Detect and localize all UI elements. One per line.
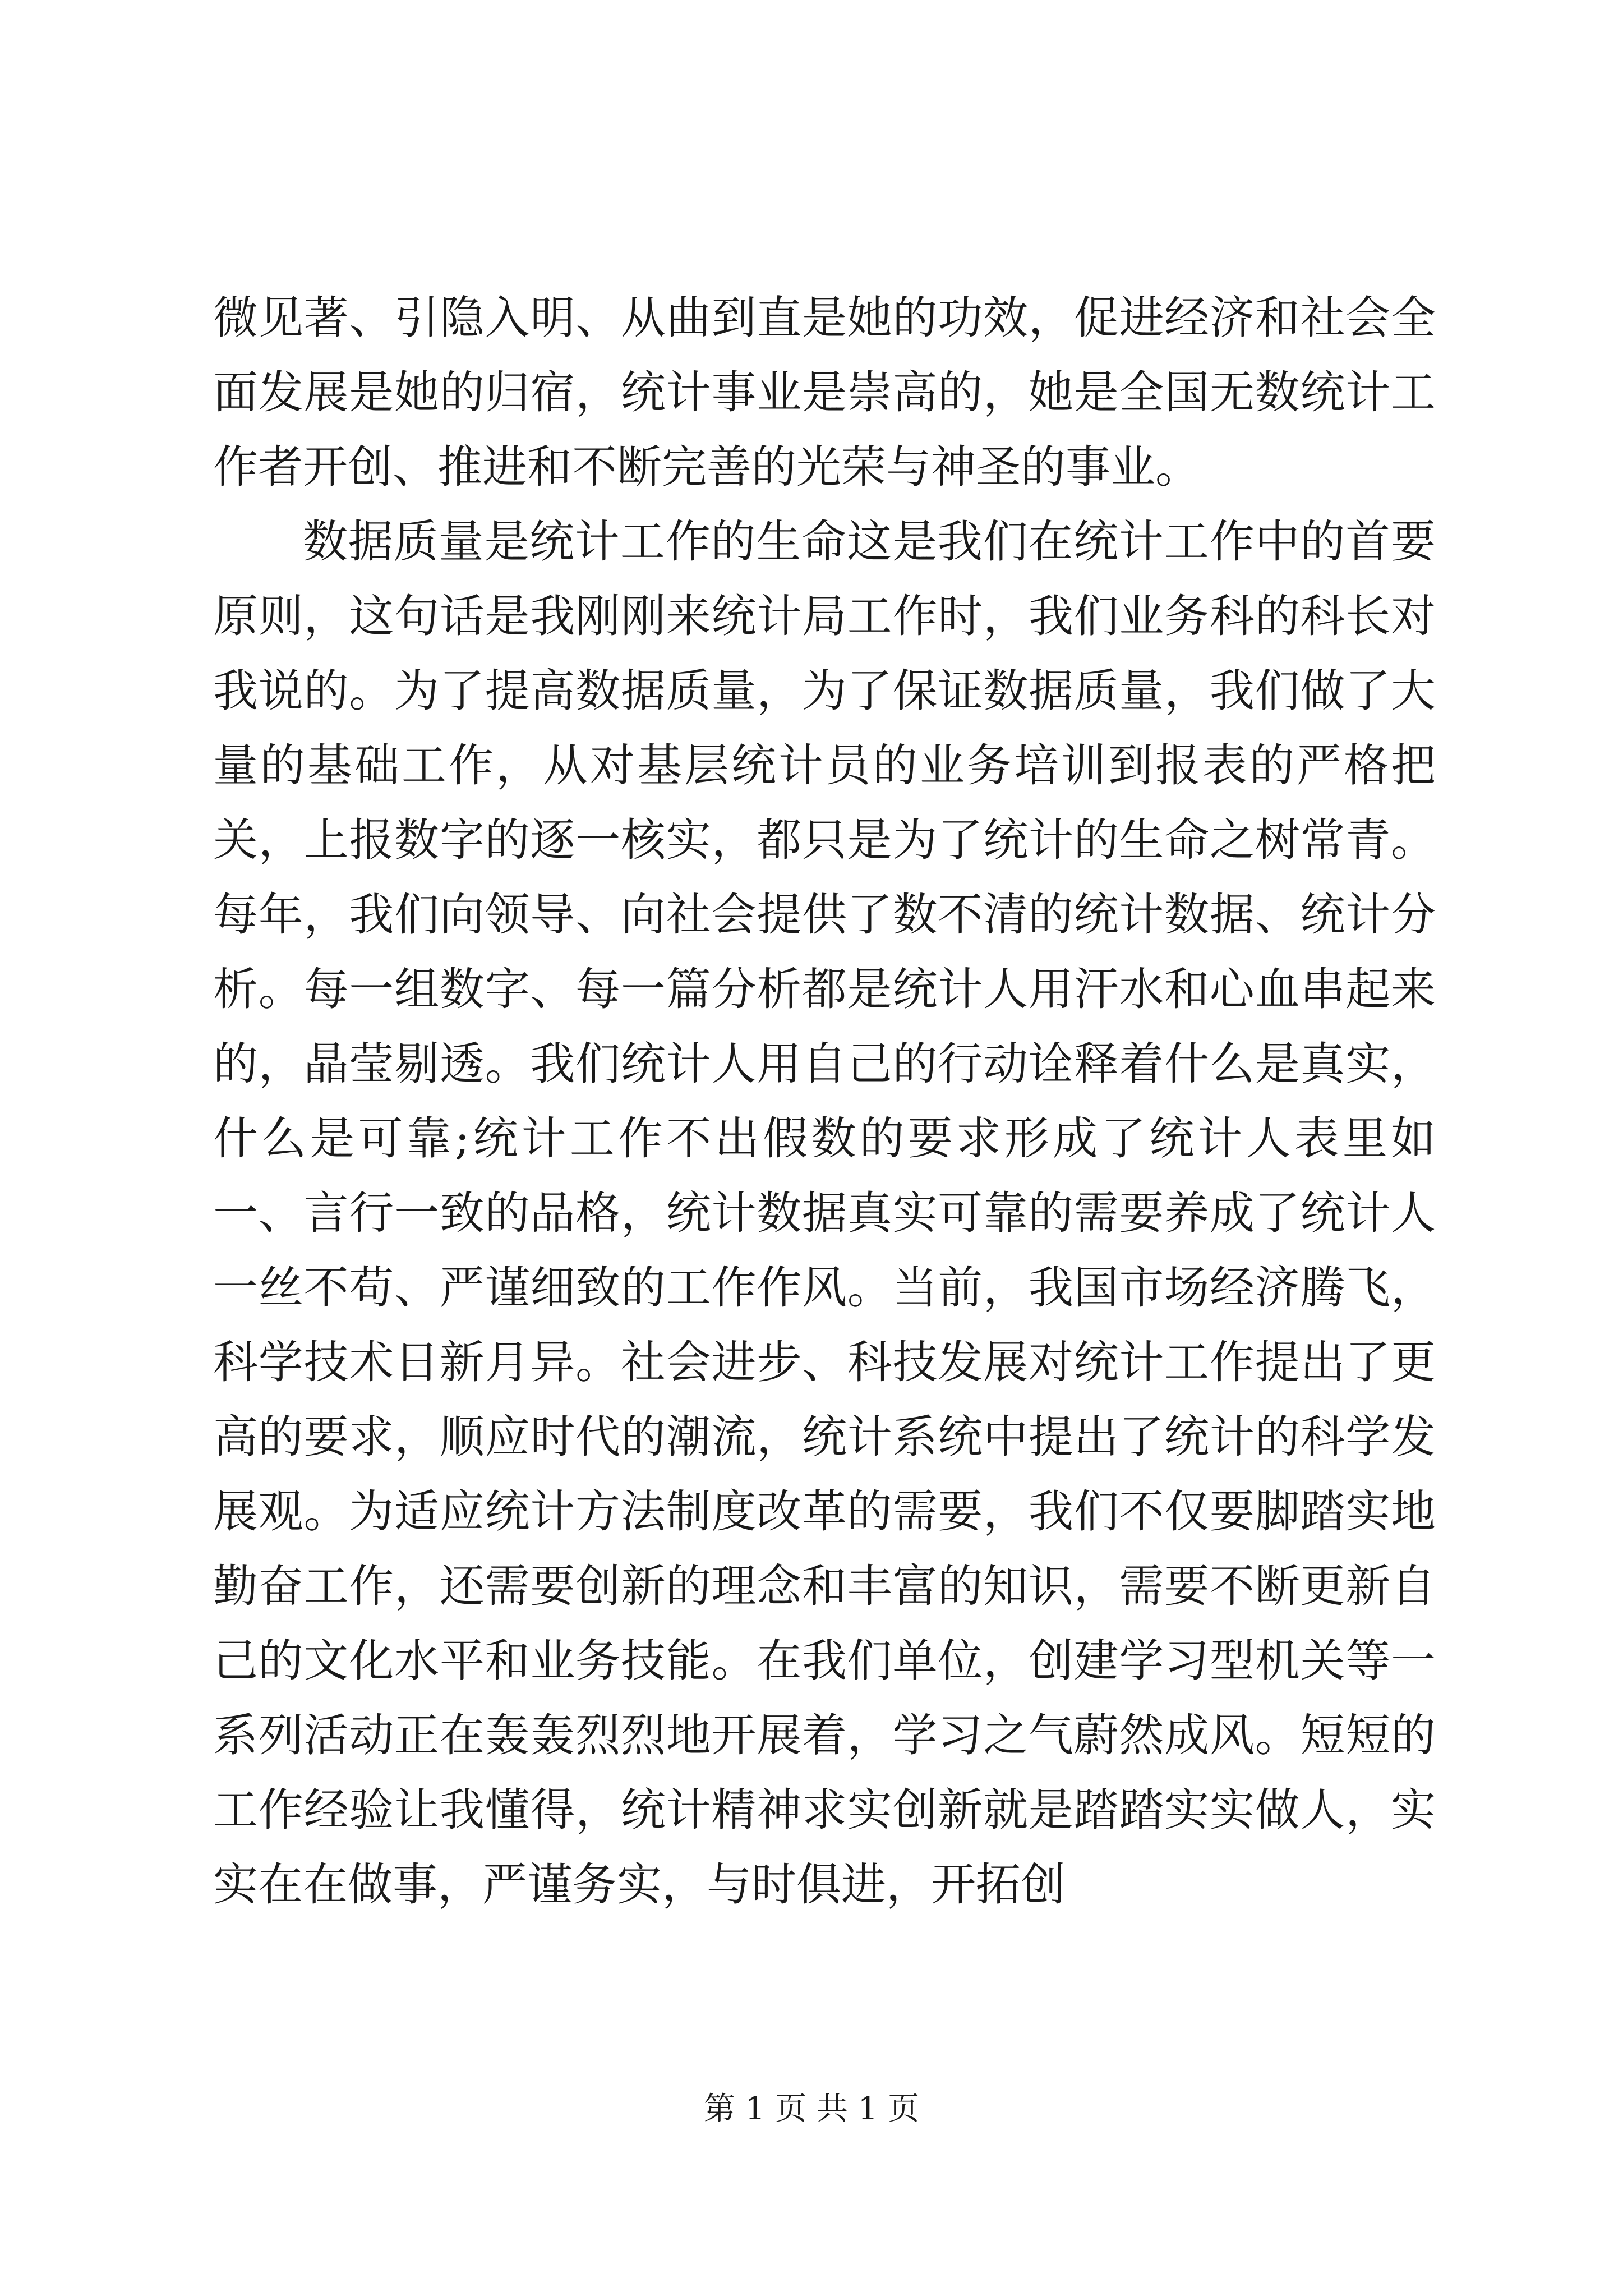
paragraph-1: 微见著、引隐入明、从曲到直是她的功效，促进经济和社会全面发展是她的归宿，统计事业是崇高的，她是全国无数统计工作者开创、推进和不断完善的光荣与神圣的事业。 [213, 292, 1436, 493]
document-body [213, 280, 1436, 1922]
paragraph-2: 数据质量是统计工作的生命这是我们在统计工作中的首要原则，这句话是我刚刚来统计局工作时，我们业务科的科长对我说的。为了提高数据质量，为了保证数据质量，我们做了大量的基础工作，从对基层统计员的业务培训到报表的严格把关，上报数字的逐一核实，都只是为了统计的生命之树常青。每年，我们向领导、向社会提供了数不清的统计数据、统计分析。每一组数字、每一篇分析都是统计人用汗水和心血串起来的，晶莹剔透。我们统计人用自己的行动诠释着什么是真实，什么是可靠;统计工作不出假数的要求形成了统计人表里如一、言行一致的品格，统计数据真实可靠的需要养成了统计人一丝不苟、严谨细致的工作作风。当前，我国市场经济腾飞，科学技术日新月异。社会进步、科技发展对统计工作提出了更高的要求，顺应时代的潮流，统计系统中提出了统计的科学发展观。为适应统计方法制度改革的需要，我们不仅要脚踏实地勤奋工作，还需要创新的理念和丰富的知识，需要不断更新自己的文化水平和业务技能。在我们单位，创建学习型机关等一系列活动正在轰轰烈烈地开展着，学习之气蔚然成风。短短的工作经验让我懂得，统计精神求实创新就是踏踏实实做人，实实在在做事，严谨务实，与时俱进，开拓创 [213, 516, 1436, 1911]
page-footer: 第 1 页 共 1 页 [703, 2091, 920, 2127]
